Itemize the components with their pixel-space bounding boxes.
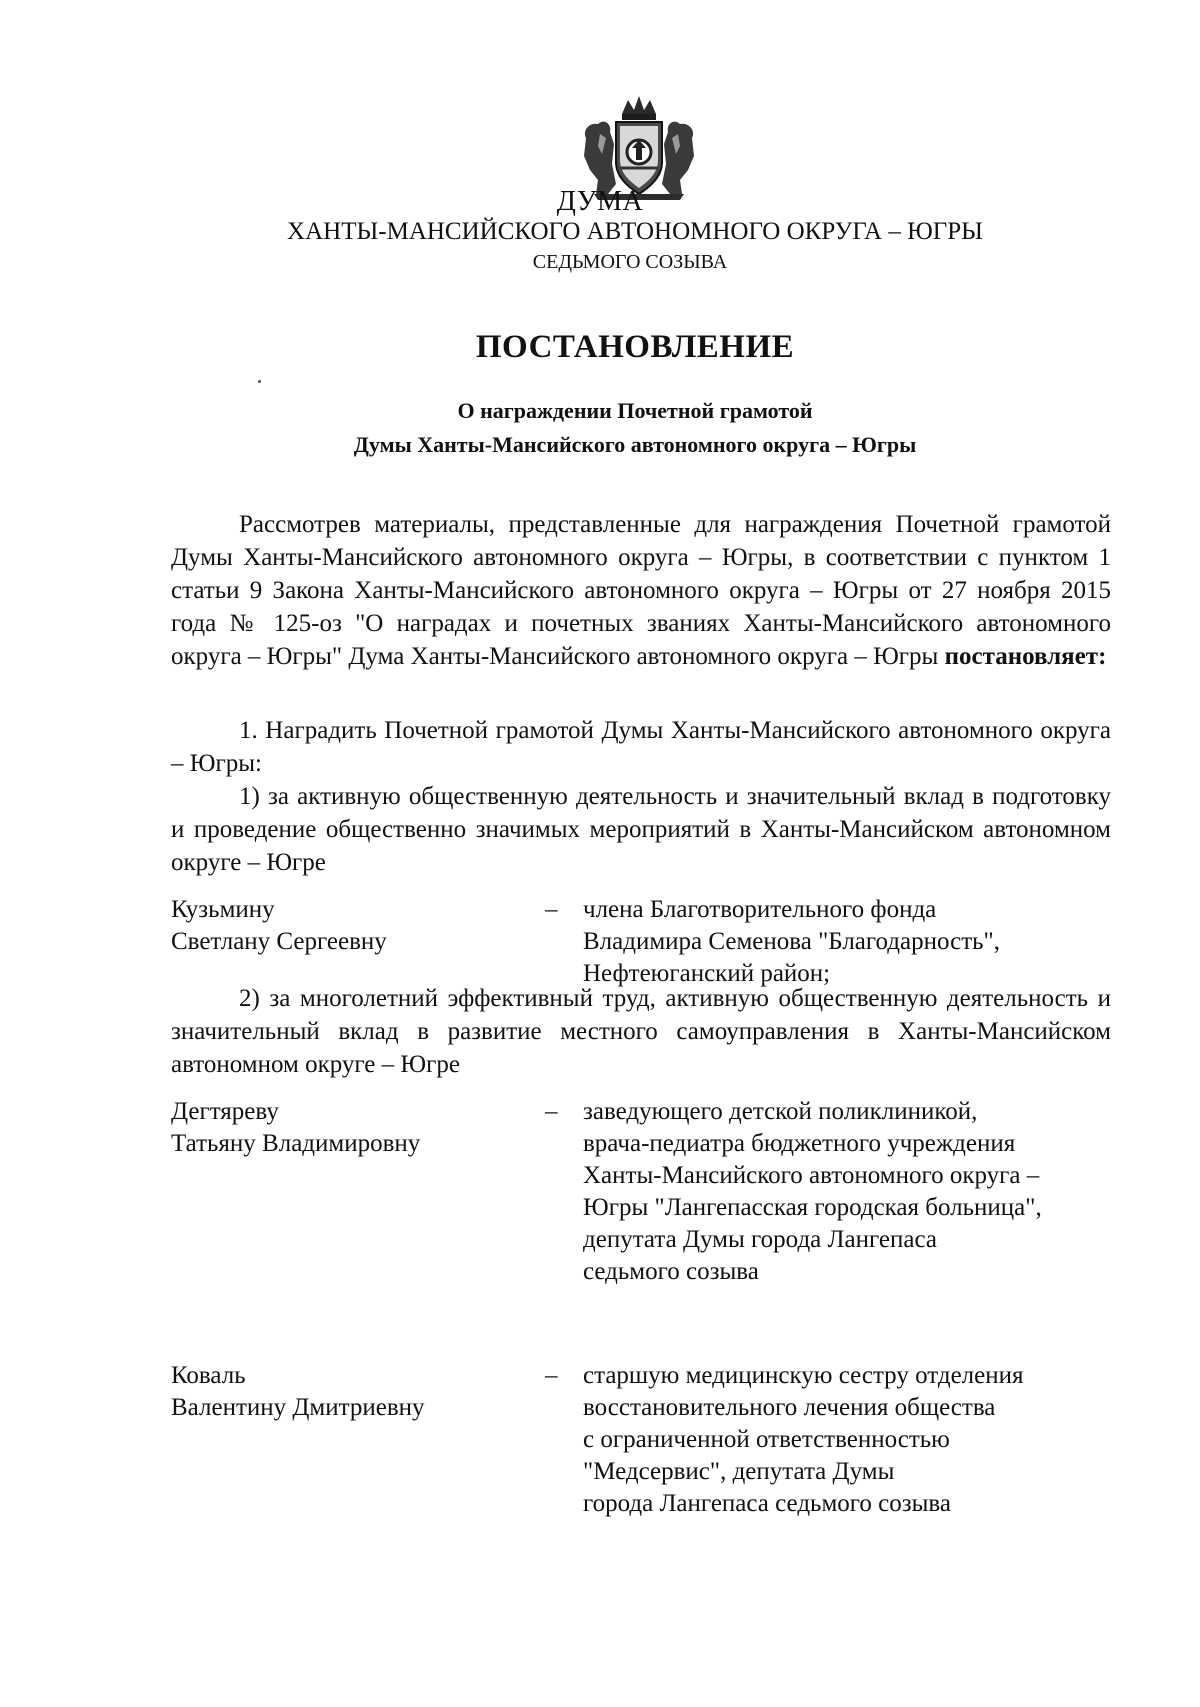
subitem-1-paragraph: 1) за активную общественную деятельность и значительный вклад в подготовку и проведение общественно значимых мероприятий в Ханты-Мансийском автономном округе – Югре [171, 783, 1111, 876]
awardee-name [171, 894, 531, 958]
document-subject [0, 394, 1200, 462]
position-line: заведующего детской поликлиникой, [583, 1098, 978, 1125]
awardee-given-names: Татьяну Владимировну [171, 1130, 421, 1157]
awardee-surname: Кузьмину [171, 896, 275, 923]
awardee-entry [171, 1360, 1111, 1530]
position-line: Нефтеюганский район; [583, 960, 831, 987]
organization-name: ХАНТЫ-МАНСИЙСКОГО АВТОНОМНОГО ОКРУГА – ЮГРЫ [287, 218, 983, 245]
position-line: восстановительного лечения общества [583, 1394, 996, 1421]
item-1-paragraph: 1. Наградить Почетной грамотой Думы Ханты-Мансийского автономного округа – Югры: [171, 717, 1111, 777]
subject-line: Думы Ханты-Мансийского автономного округа – Югры [353, 432, 917, 457]
awardee-position [583, 1096, 1103, 1288]
position-line: седьмого созыва [583, 1258, 759, 1285]
awardee-surname: Коваль [171, 1362, 246, 1389]
position-line: Владимира Семенова "Благодарность", [583, 928, 1000, 955]
position-line: с ограниченной ответственностью [583, 1426, 950, 1453]
dash-separator: – [545, 1098, 558, 1125]
subitem-2-paragraph: 2) за многолетний эффективный труд, активную общественную деятельность и значительный вклад в развитие местного самоуправления в Ханты-Мансийском автономном округе – Югре [171, 985, 1111, 1078]
awardee-entry [171, 894, 1111, 994]
awardee-position [583, 1360, 1103, 1520]
preamble-text: Рассмотрев материалы, представленные для награждения Почетной грамотой Думы Ханты-Мансийского автономного округа – Югры, в соответствии с пунктом 1 статьи 9 Закона Ханты-Мансийского автономного округа – Югры от 27 ноября 2015 года № 125-оз "О наградах и почетных званиях Ханты-Мансийского автономного округа – Югры" Дума Ханты-Мансийского автономного округа – Югры [171, 511, 1111, 670]
awardee-name [171, 1096, 531, 1160]
scan-speck [258, 380, 261, 383]
awardee-given-names: Светлану Сергеевну [171, 928, 387, 955]
preamble-paragraph [171, 508, 1111, 673]
awardee-position [583, 894, 1103, 990]
awardee-given-names: Валентину Дмитриевну [171, 1394, 425, 1421]
preamble-verb: постановляет: [944, 643, 1107, 670]
position-line: старшую медицинскую сестру отделения [583, 1362, 1024, 1389]
dash-separator: – [545, 1362, 558, 1389]
position-line: города Лангепаса седьмого созыва [583, 1490, 951, 1517]
position-line: Югры "Лангепасская городская больница", [583, 1194, 1042, 1221]
dash-separator: – [545, 896, 558, 923]
subject-line: О награждении Почетной грамотой [457, 398, 813, 423]
document-type-heading: ПОСТАНОВЛЕНИЕ [475, 329, 795, 365]
position-line: "Медсервис", депутата Думы [583, 1458, 895, 1485]
position-line: Ханты-Мансийского автономного округа – [583, 1162, 1040, 1189]
convocation-label: СЕДЬМОГО СОЗЫВА [532, 251, 728, 273]
awardee-entry [171, 1096, 1111, 1296]
position-line: члена Благотворительного фонда [583, 896, 937, 923]
position-line: врача-педиатра бюджетного учреждения [583, 1130, 1016, 1157]
awardee-surname: Дегтяреву [171, 1098, 279, 1125]
awardee-name [171, 1360, 531, 1424]
duma-title: ДУМА [556, 186, 644, 217]
position-line: депутата Думы города Лангепаса [583, 1226, 937, 1253]
